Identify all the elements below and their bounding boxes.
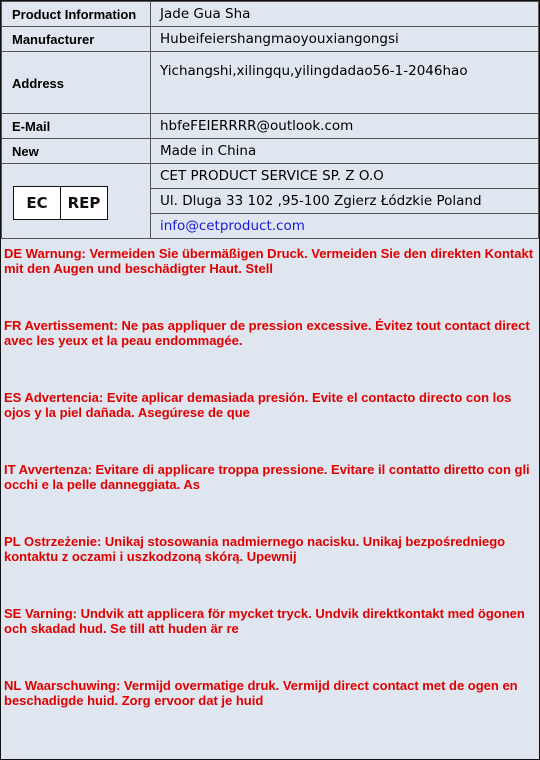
ec-rep-cell — [2, 164, 151, 239]
ec-rep-email-link[interactable]: info@cetproduct.com — [160, 218, 305, 234]
warning-it: IT Avvertenza: Evitare di applicare troppa pressione. Evitare il contatto diretto con gli occhi e la pelle danneggiata. As — [4, 462, 530, 492]
warning-pl: PL Ostrzeżenie: Unikaj stosowania nadmiernego nacisku. Unikaj bezpośredniego kontaktu z oczami i uszkodzoną skórą. Upewnij — [4, 534, 506, 564]
address-label: Address — [2, 52, 151, 114]
email-value: hbfeFEIERRRR@outlook.com — [151, 114, 539, 139]
product-info-table — [1, 1, 539, 239]
manufacturer-value: Hubeifeiershangmaoyouxiangongsi — [151, 27, 539, 52]
warning-fr: FR Avertissement: Ne pas appliquer de pression excessive. Évitez tout contact direct avec les yeux et la peau endommagée. — [4, 318, 530, 348]
email-label: E-Mail — [2, 114, 151, 139]
table-row — [2, 164, 539, 189]
table-row — [2, 52, 539, 114]
table-row — [2, 27, 539, 52]
warnings-section — [4, 247, 536, 751]
origin-value: Made in China — [151, 139, 539, 164]
table-row — [2, 139, 539, 164]
ec-rep-address: Ul. Dluga 33 102 ,95-100 Zgierz Łódzkie Poland — [151, 189, 539, 214]
warning-nl: NL Waarschuwing: Vermijd overmatige druk. Vermijd direct contact met de ogen en beschadigde huid. Zorg ervoor dat je huid — [4, 678, 518, 708]
new-label: New — [2, 139, 151, 164]
warning-es: ES Advertencia: Evite aplicar demasiada presión. Evite el contacto directo con los ojos y la piel dañada. Asegúrese de que — [4, 390, 512, 420]
product-information-value: Jade Gua Sha — [151, 2, 539, 27]
product-information-label: Product Information — [2, 2, 151, 27]
manufacturer-label: Manufacturer — [2, 27, 151, 52]
ec-label: EC — [14, 187, 61, 219]
table-row — [2, 2, 539, 27]
table-row — [2, 114, 539, 139]
ec-rep-symbol — [13, 186, 108, 220]
rep-label: REP — [67, 193, 101, 212]
ec-rep-email-cell — [151, 214, 539, 239]
address-value: Yichangshi,xilingqu,yilingdadao56-1-2046hao — [151, 52, 539, 114]
ec-rep-company: CET PRODUCT SERVICE SP. Z O.O — [151, 164, 539, 189]
warning-de: DE Warnung: Vermeiden Sie übermäßigen Druck. Vermeiden Sie den direkten Kontakt mit den Augen und beschädigter Haut. Stell — [4, 246, 534, 276]
warning-se: SE Varning: Undvik att applicera för mycket tryck. Undvik direktkontakt med ögonen och skadad hud. Se till att huden är re — [4, 606, 525, 636]
